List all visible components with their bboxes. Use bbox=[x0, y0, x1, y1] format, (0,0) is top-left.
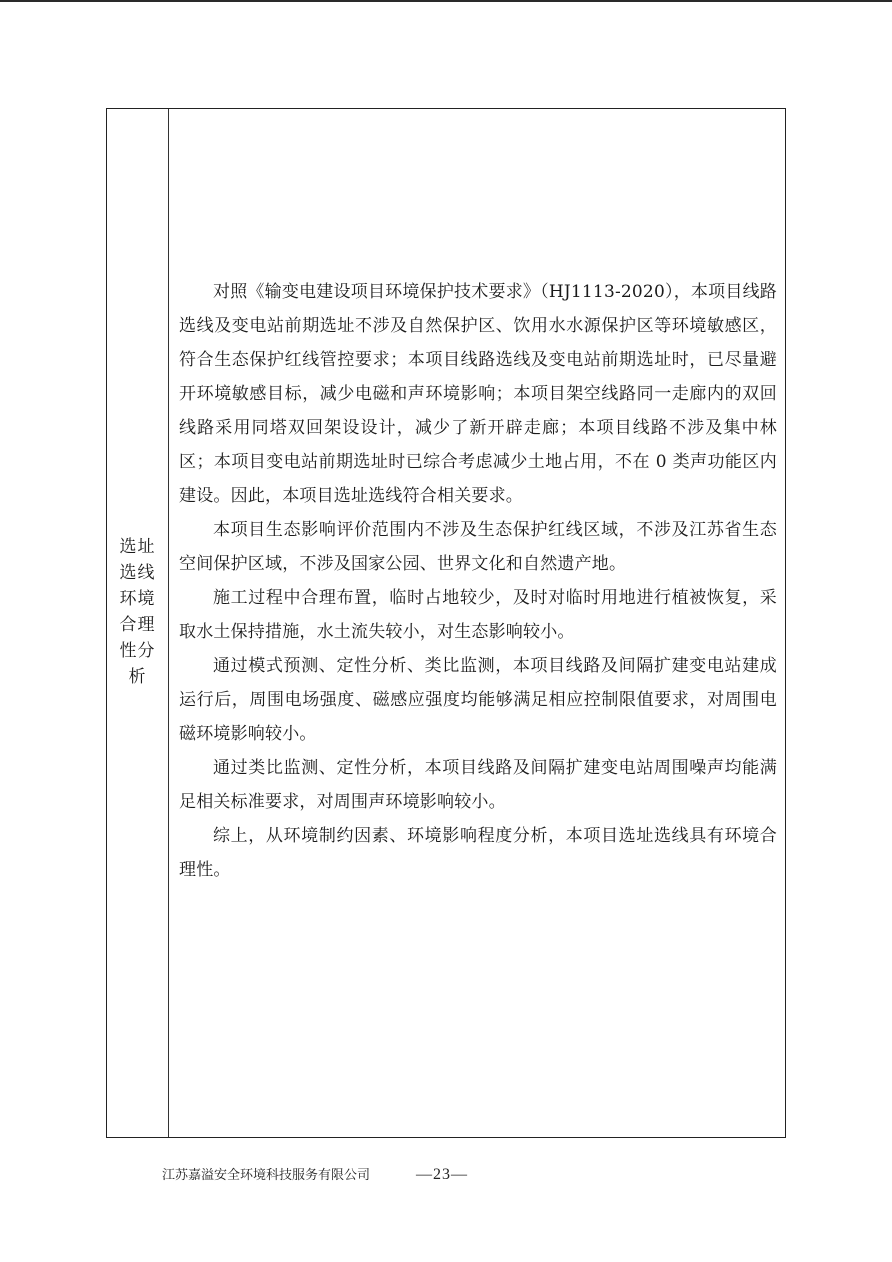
paragraph-electromagnetic: 通过模式预测、定性分析、类比监测，本项目线路及间隔扩建变电站建成运行后，周围电场强度、磁感应强度均能够满足相应控制限值要求，对周围电磁环境影响较小。 bbox=[179, 656, 777, 744]
paragraph-noise: 通过类比监测、定性分析，本项目线路及间隔扩建变电站周围噪声均能满足相关标准要求，对周围声环境影响较小。 bbox=[179, 758, 777, 812]
section-label-cell bbox=[107, 109, 169, 1137]
footer-company: 江苏嘉溢安全环境科技服务有限公司 bbox=[162, 1168, 371, 1183]
paragraph-construction: 施工过程中合理布置，临时占地较少，及时对临时用地进行植被恢复，采取水土保持措施，水土流失较小，对生态影响较小。 bbox=[179, 588, 777, 642]
paragraph-compliance: 对照《输变电建设项目环境保护技术要求》（HJ1113-2020），本项目线路选线及变电站前期选址不涉及自然保护区、饮用水水源保护区等环境敏感区，符合生态保护红线管控要求；本项目线路选线及变电站前期选址时，已尽量避开环境敏感目标，减少电磁和声环境影响；本项目架空线路同一走廊内的双回线路采用同塔双回架设设计，减少了新开辟走廊；本项目线路不涉及集中林区；本项目变电站前期选址时已综合考虑减少土地占用，不在 0 类声功能区内建设。因此，本项目选址选线符合相关要求。 bbox=[179, 282, 777, 506]
section-content-cell bbox=[169, 109, 785, 1137]
section-label: 选址选线环境合理性分析 bbox=[119, 537, 156, 687]
paragraph-ecology-redline: 本项目生态影响评价范围内不涉及生态保护红线区域，不涉及江苏省生态空间保护区域，不涉及国家公园、世界文化和自然遗产地。 bbox=[179, 520, 777, 574]
page-top-border bbox=[0, 0, 892, 2]
paragraph-conclusion: 综上，从环境制约因素、环境影响程度分析，本项目选址选线具有环境合理性。 bbox=[179, 826, 777, 880]
page-number: —23— bbox=[416, 1166, 468, 1183]
assessment-table bbox=[106, 108, 786, 1138]
